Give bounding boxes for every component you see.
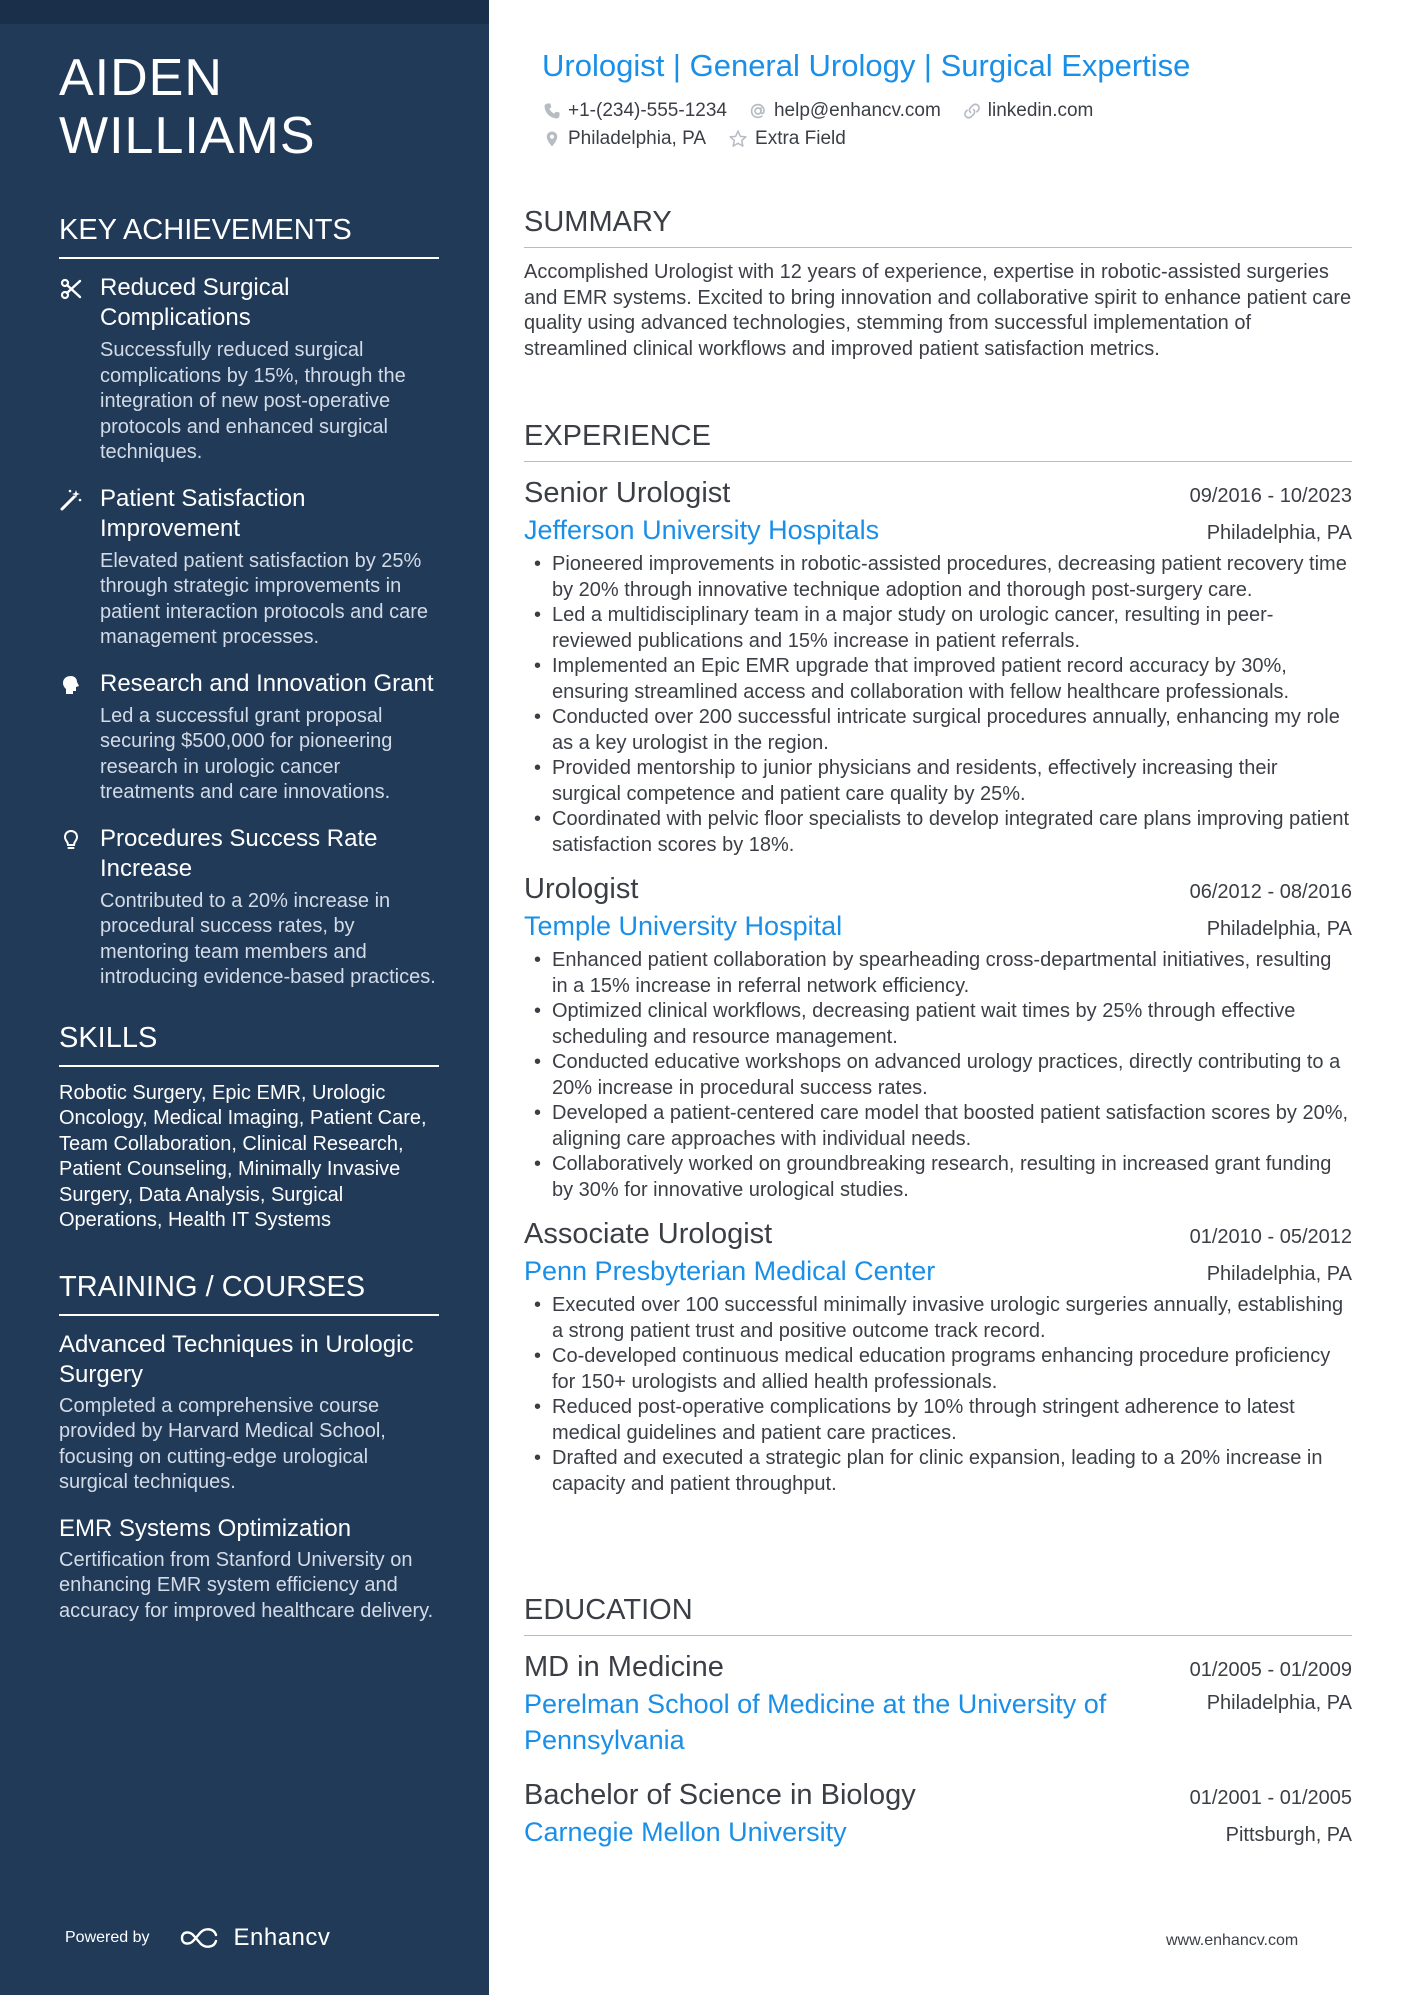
link-icon [963, 102, 981, 120]
key-achievements-heading: KEY ACHIEVEMENTS [59, 213, 439, 259]
degree-title: MD in Medicine [524, 1651, 724, 1683]
achievement-description: Contributed to a 20% increase in procedural success rates, by mentoring team members and introducing evidence-based practices. [100, 889, 436, 988]
job-title: Senior Urologist [524, 477, 731, 509]
enhancv-logo[interactable] [178, 1924, 331, 1952]
job-company: Penn Presbyterian Medical Center [524, 1256, 936, 1286]
job-bullet: • Enhanced patient collaboration by spearheading cross-departmental initiatives, resulting in a 15% increase in referral network efficiency. [524, 948, 1352, 999]
education-section [524, 1593, 1352, 1868]
achievement-item [59, 824, 439, 991]
course-description: Certification from Stanford University on enhancing EMR system efficiency and accuracy for improved healthcare delivery. [59, 1548, 434, 1622]
star-icon [728, 129, 748, 149]
location-pin-icon [543, 130, 561, 148]
job-bullets [524, 1293, 1352, 1497]
job-dates: 01/2010 - 05/2012 [1189, 1226, 1352, 1248]
enhancv-logo-icon [178, 1926, 224, 1950]
email-item[interactable] [749, 100, 941, 122]
job-bullet: • Pioneered improvements in robotic-assisted procedures, decreasing patient recovery time by 20% through innovative technique adoption and thorough post-surgery care. [524, 552, 1352, 603]
linkedin-text: linkedin.com [987, 100, 1094, 121]
training-section [59, 1270, 439, 1625]
sidebar-top-strip [0, 0, 489, 24]
brain-icon [59, 673, 83, 697]
education-dates: 01/2001 - 01/2005 [1189, 1787, 1352, 1809]
skills-list: Robotic Surgery, Epic EMR, Urologic Oncology, Medical Imaging, Patient Care, Team Collaboration, Clinical Research, Patient Counseling, Minimally Invasive Surgery, Data Analysis, Surgical Operations, Health IT Systems [59, 1081, 427, 1231]
powered-by-label: Powered by [65, 1929, 150, 1946]
course-item [59, 1514, 439, 1625]
email-text: help@enhancv.com [773, 100, 941, 121]
phone-text: +1-(234)-555-1234 [568, 100, 727, 121]
lightbulb-icon [59, 828, 83, 852]
job-bullet: • Executed over 100 successful minimally invasive urologic surgeries annually, establishing a strong patient trust and positive outcome track record. [524, 1293, 1352, 1344]
job-company: Jefferson University Hospitals [524, 515, 880, 545]
job-bullet: • Led a multidisciplinary team in a major study on urologic cancer, resulting in peer-reviewed publications and 15% increase in patient referrals. [524, 603, 1352, 654]
job-bullet: • Collaboratively worked on groundbreaking research, resulting in increased grant funding by 30% for innovative urological studies. [524, 1152, 1352, 1203]
achievement-description: Successfully reduced surgical complications by 15%, through the integration of new post-operative protocols and enhanced surgical techniques. [100, 339, 406, 463]
course-description: Completed a comprehensive course provided by Harvard Medical School, focusing on cutting-edge urological surgical techniques. [59, 1394, 386, 1493]
training-heading: TRAINING / COURSES [59, 1270, 439, 1316]
phone-icon [543, 102, 561, 120]
skills-heading: SKILLS [59, 1021, 439, 1067]
job-bullets [524, 552, 1352, 858]
summary-heading: SUMMARY [524, 205, 1352, 248]
achievement-title: Reduced Surgical Complications [100, 274, 290, 331]
course-title: Advanced Techniques in Urologic Surgery [59, 1330, 414, 1388]
last-name: WILLIAMS [59, 107, 316, 165]
school-name: Carnegie Mellon University [524, 1817, 847, 1847]
sidebar [0, 0, 489, 1995]
extra-field-text: Extra Field [755, 128, 846, 149]
first-name: AIDEN [59, 49, 223, 107]
school-name: Perelman School of Medicine at the University of Pennsylvania [524, 1689, 1107, 1755]
degree-title: Bachelor of Science in Biology [524, 1779, 916, 1811]
job-location: Philadelphia, PA [1206, 1263, 1352, 1285]
job-company: Temple University Hospital [524, 911, 843, 941]
job-title: Urologist [524, 873, 639, 905]
course-item [59, 1330, 439, 1496]
experience-heading: EXPERIENCE [524, 419, 1352, 462]
scissors-icon [59, 277, 83, 301]
education-entry [524, 1648, 1352, 1758]
job-title: Associate Urologist [524, 1218, 773, 1250]
skills-section [59, 1021, 439, 1234]
experience-section [524, 419, 1352, 1509]
candidate-name [59, 49, 439, 165]
course-title: EMR Systems Optimization [59, 1514, 352, 1542]
job-bullets [524, 948, 1352, 1203]
job-bullet: • Co-developed continuous medical education programs enhancing procedure proficiency for 150+ urologists and allied health professionals. [524, 1344, 1352, 1395]
job-dates: 06/2012 - 08/2016 [1189, 881, 1352, 903]
contact-row-1 [543, 100, 1115, 122]
achievement-title: Procedures Success Rate Increase [100, 824, 378, 882]
job-location: Philadelphia, PA [1206, 522, 1352, 544]
achievement-title: Patient Satisfaction Improvement [100, 484, 306, 542]
job-bullet: • Conducted educative workshops on advanced urology practices, directly contributing to a 20% increase in procedural success rates. [524, 1050, 1352, 1101]
job-entry [524, 1215, 1352, 1497]
achievement-item [59, 669, 439, 806]
education-location: Pittsburgh, PA [1225, 1824, 1352, 1846]
linkedin-item[interactable] [963, 100, 1094, 122]
magic-wand-icon [59, 488, 83, 512]
location-item [543, 128, 706, 150]
summary-text: Accomplished Urologist with 12 years of experience, expertise in robotic-assisted surgeries and EMR systems. Excited to bring innovation and collaborative spirit to enhance patient care quality using advanced technologies, stemming from successful implementation of streamlined clinical workflows and improved patient satisfaction metrics. [524, 261, 1352, 360]
job-bullet: • Optimized clinical workflows, decreasing patient wait times by 25% through effective scheduling and resource management. [524, 999, 1352, 1050]
summary-section [524, 205, 1352, 362]
education-dates: 01/2005 - 01/2009 [1189, 1659, 1352, 1681]
achievement-description: Led a successful grant proposal securing $500,000 for pioneering research in urologic cancer treatments and care innovations. [100, 704, 393, 803]
job-bullet: • Developed a patient-centered care model that boosted patient satisfaction scores by 20%, aligning care approaches with individual needs. [524, 1101, 1352, 1152]
extra-field-item [728, 128, 846, 150]
footer-url[interactable]: www.enhancv.com [1166, 1932, 1299, 1949]
job-location: Philadelphia, PA [1206, 918, 1352, 940]
job-bullet: • Provided mentorship to junior physicians and residents, effectively increasing their surgical competence and patient care quality by 25%. [524, 756, 1352, 807]
location-text: Philadelphia, PA [568, 128, 707, 149]
job-entry [524, 474, 1352, 858]
key-achievements-section [59, 213, 439, 991]
job-bullet: • Coordinated with pelvic floor specialists to develop integrated care plans improving patient satisfaction scores by 18%. [524, 807, 1352, 858]
enhancv-brand-name: Enhancv [233, 1924, 331, 1951]
email-icon [749, 102, 767, 120]
education-heading: EDUCATION [524, 1593, 1352, 1636]
job-entry [524, 870, 1352, 1203]
job-dates: 09/2016 - 10/2023 [1189, 485, 1352, 507]
education-location: Philadelphia, PA [1206, 1692, 1352, 1714]
phone-item[interactable] [543, 100, 727, 122]
job-bullet: • Implemented an Epic EMR upgrade that improved patient record accuracy by 30%, ensuring streamlined access and collaboration with fellow healthcare professionals. [524, 654, 1352, 705]
powered-by [65, 1924, 330, 1952]
headline: Urologist | General Urology | Surgical Expertise [542, 48, 1191, 83]
job-bullet: • Conducted over 200 successful intricate surgical procedures annually, enhancing my role as a key urologist in the region. [524, 705, 1352, 756]
achievement-description: Elevated patient satisfaction by 25% through strategic improvements in patient interaction protocols and care management processes. [100, 549, 428, 648]
achievement-item [59, 484, 439, 651]
achievement-title: Research and Innovation Grant [100, 669, 434, 697]
job-bullet: • Drafted and executed a strategic plan for clinic expansion, leading to a 20% increase in capacity and patient throughput. [524, 1446, 1352, 1497]
achievement-item [59, 273, 439, 466]
contact-row-2 [543, 128, 868, 150]
education-entry [524, 1776, 1352, 1850]
job-bullet: • Reduced post-operative complications by 10% through stringent adherence to latest medical guidelines and patient care practices. [524, 1395, 1352, 1446]
